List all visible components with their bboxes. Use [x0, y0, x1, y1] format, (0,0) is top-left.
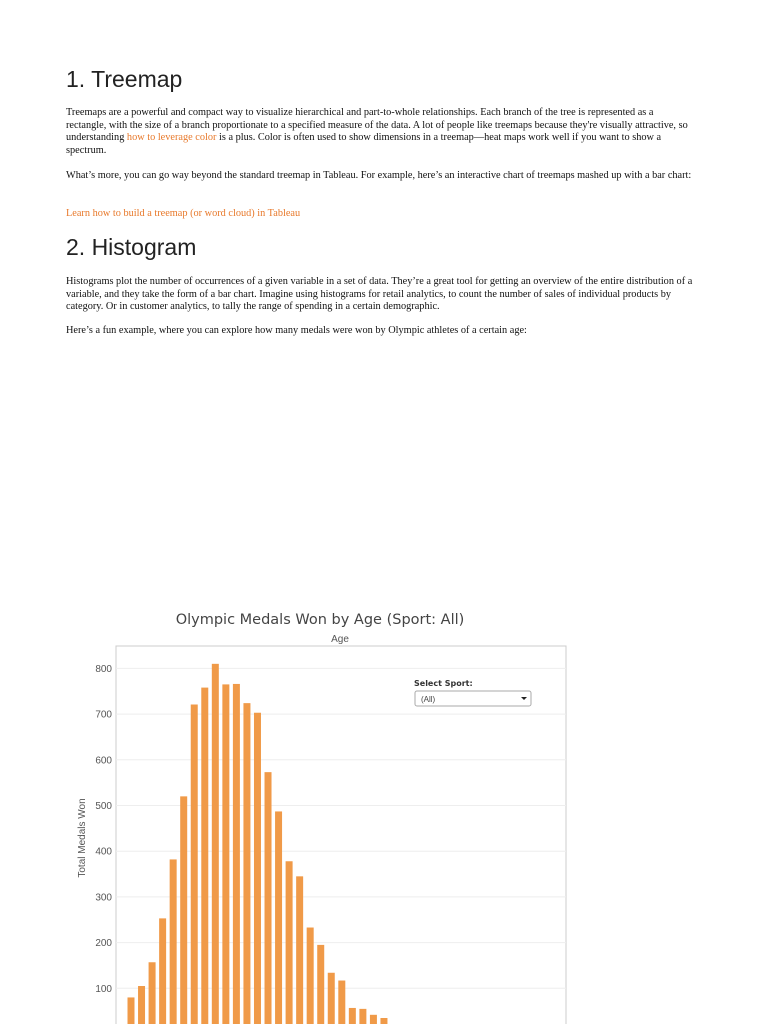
x-axis-title: Age — [331, 634, 349, 645]
y-axis-title: Total Medals Won — [77, 798, 88, 878]
treemap-paragraph-2: What’s more, you can go way beyond the standard treemap in Tableau. For example, here’s an interactive chart of treemaps mashed up with a bar chart: — [66, 170, 692, 181]
histogram-bar[interactable] — [338, 981, 345, 1024]
text: Treemaps are a powerful and compact way to visualize hierarchical and part-to-whole relationships. Each branch of the tree is represented as a rectangle, with the size of a branch proportionate to a specified measure of the data. A lot of people like treemaps because they're visually attractive, so understanding — [66, 107, 688, 143]
histogram-bar[interactable] — [212, 664, 219, 1024]
leverage-color-link[interactable]: how to leverage color — [126, 132, 217, 143]
histogram-bar[interactable] — [191, 705, 198, 1024]
y-tick-label: 700 — [95, 709, 112, 721]
sport-dropdown[interactable] — [415, 691, 531, 706]
histogram-bar[interactable] — [296, 876, 303, 1024]
y-tick-label: 400 — [95, 846, 112, 858]
sport-filter — [414, 679, 531, 706]
histogram-bar[interactable] — [149, 962, 156, 1024]
y-tick-label: 500 — [95, 801, 112, 812]
histogram-bar[interactable] — [233, 684, 240, 1024]
histogram-bar[interactable] — [380, 1018, 387, 1024]
histogram-bar[interactable] — [307, 928, 314, 1024]
histogram-bar[interactable] — [286, 861, 293, 1024]
y-tick-label: 100 — [95, 983, 112, 995]
histogram-paragraph-2: Here’s a fun example, where you can explore how many medals were won by Olympic athletes of a certain age: — [66, 325, 527, 336]
heading-histogram: 2. Histogram — [66, 234, 197, 260]
histogram-bar[interactable] — [159, 918, 166, 1024]
histogram-bar[interactable] — [317, 945, 324, 1024]
histogram-bar[interactable] — [138, 986, 145, 1024]
histogram-bar[interactable] — [265, 772, 272, 1024]
sport-filter-label: Select Sport: — [414, 679, 473, 688]
treemap-tutorial-link[interactable]: Learn how to build a treemap (or word cloud) in Tableau — [66, 208, 301, 219]
histogram-bar[interactable] — [359, 1009, 366, 1024]
histogram-bar[interactable] — [254, 713, 261, 1024]
y-tick-label: 200 — [95, 938, 112, 950]
histogram-bar[interactable] — [222, 684, 229, 1024]
treemap-paragraph-1 — [66, 107, 696, 157]
text: is a plus. Color is often used to show dimensions in a treemap—heat maps work well if you want to show a spectrum. — [66, 132, 662, 156]
y-tick-label: 800 — [95, 663, 112, 675]
histogram-bar[interactable] — [170, 859, 177, 1024]
histogram-bar[interactable] — [349, 1008, 356, 1024]
histogram-bar[interactable] — [328, 973, 335, 1024]
histogram-bar[interactable] — [201, 688, 208, 1024]
chart-title: Olympic Medals Won by Age (Sport: All) — [175, 612, 465, 628]
histogram-bar[interactable] — [275, 811, 282, 1024]
y-tick-label: 300 — [95, 892, 112, 904]
sport-dropdown-value: (All) — [421, 695, 436, 704]
histogram-bar[interactable] — [180, 796, 187, 1024]
histogram-paragraph-1: Histograms plot the number of occurrences of a given variable in a set of data. They’re a great tool for getting an overview of the entire distribution of a variable, and they take the form of a bar chart. Imagine using histograms for retail analytics, to count the number of sales of individual products by category. Or in customer analytics, to tally the range of spending in a certain demographic. — [66, 276, 693, 312]
histogram-bar[interactable] — [370, 1015, 377, 1024]
medals-histogram-chart[interactable] — [0, 600, 768, 1024]
histogram-bar[interactable] — [243, 703, 250, 1024]
histogram-bar[interactable] — [128, 997, 135, 1024]
heading-treemap: 1. Treemap — [66, 66, 183, 92]
y-tick-label: 600 — [95, 755, 112, 767]
treemap-tutorial-link-wrap — [66, 208, 696, 221]
